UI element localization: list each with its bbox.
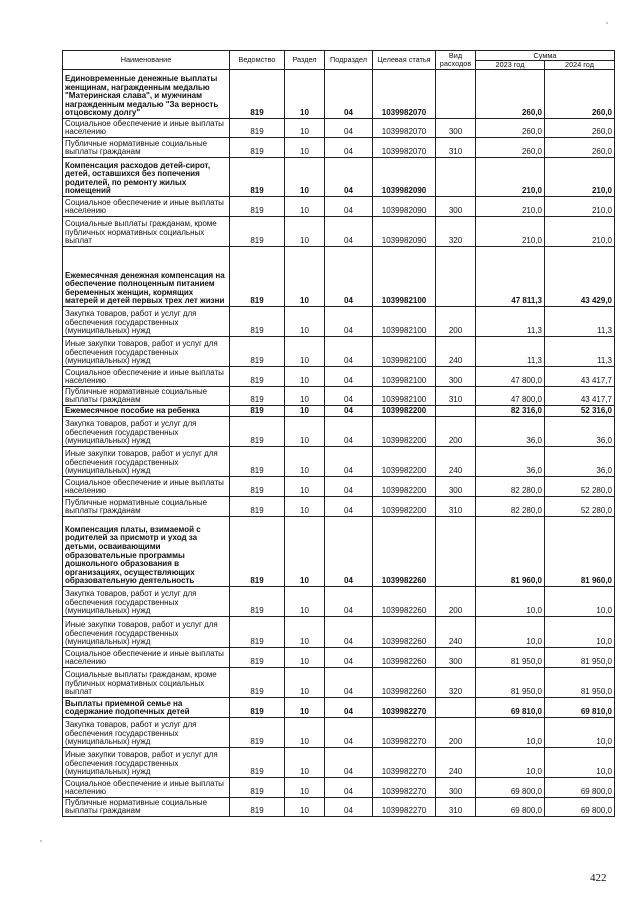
cell-expense: 240 [436, 617, 476, 648]
cell-expense: 300 [436, 119, 476, 138]
cell-expense [436, 70, 476, 119]
budget-table [62, 50, 615, 817]
cell-dept: 819 [230, 648, 285, 668]
table-row [63, 217, 615, 247]
cell-subsection: 04 [325, 477, 373, 497]
cell-section: 10 [285, 497, 325, 517]
cell-subsection: 04 [325, 119, 373, 138]
table-row [63, 119, 615, 138]
table-row [63, 367, 615, 387]
header-expense: Вид расходов [436, 51, 476, 70]
cell-expense: 300 [436, 197, 476, 217]
header-target: Целевая статья [373, 51, 436, 70]
cell-section: 10 [285, 477, 325, 497]
cell-target: 1039982100 [373, 367, 436, 387]
cell-expense: 310 [436, 798, 476, 817]
cell-subsection: 04 [325, 138, 373, 158]
cell-amount-2023: 210,0 [476, 197, 545, 217]
table-row [63, 778, 615, 798]
cell-expense: 240 [436, 748, 476, 778]
cell-target: 1039982270 [373, 748, 436, 778]
cell-section: 10 [285, 668, 325, 698]
cell-amount-2024: 43 429,0 [545, 247, 615, 307]
cell-dept: 819 [230, 417, 285, 447]
cell-name: Публичные нормативные социальные выплаты гражданам [63, 798, 230, 817]
cell-expense [436, 158, 476, 197]
cell-dept: 819 [230, 406, 285, 417]
cell-expense: 300 [436, 648, 476, 668]
table-row [63, 387, 615, 406]
cell-subsection: 04 [325, 517, 373, 587]
cell-amount-2023: 47 811,3 [476, 247, 545, 307]
cell-section: 10 [285, 447, 325, 477]
table-row-total [63, 406, 615, 417]
table-row [63, 197, 615, 217]
cell-target: 1039982090 [373, 217, 436, 247]
cell-section: 10 [285, 217, 325, 247]
cell-amount-2023: 10,0 [476, 617, 545, 648]
table-row-total [63, 158, 615, 197]
cell-amount-2024: 260,0 [545, 70, 615, 119]
cell-subsection: 04 [325, 158, 373, 197]
cell-name: Единовременные денежные выплаты женщинам, награжденным медалью "Материнская слава", и мужчинам награжденным медалью "За верность отцовскому долгу" [63, 70, 230, 119]
cell-dept: 819 [230, 387, 285, 406]
table-row [63, 447, 615, 477]
header-dept: Ведомство [230, 51, 285, 70]
cell-amount-2023: 11,3 [476, 307, 545, 337]
cell-name: Ежемесячное пособие на ребенка [63, 406, 230, 417]
table-row [63, 668, 615, 698]
cell-expense: 310 [436, 497, 476, 517]
table-row [63, 307, 615, 337]
cell-subsection: 04 [325, 70, 373, 119]
cell-amount-2023: 81 960,0 [476, 517, 545, 587]
cell-name: Закупка товаров, работ и услуг для обеспечения государственных (муниципальных) нужд [63, 307, 230, 337]
cell-target: 1039982070 [373, 119, 436, 138]
cell-amount-2023: 11,3 [476, 337, 545, 367]
cell-amount-2023: 47 800,0 [476, 387, 545, 406]
cell-expense [436, 517, 476, 587]
cell-amount-2024: 260,0 [545, 119, 615, 138]
page-number: 422 [590, 872, 607, 884]
table-body [63, 70, 615, 817]
cell-amount-2023: 260,0 [476, 138, 545, 158]
cell-dept: 819 [230, 138, 285, 158]
cell-expense [436, 247, 476, 307]
cell-name: Иные закупки товаров, работ и услуг для обеспечения государственных (муниципальных) нужд [63, 617, 230, 648]
cell-expense: 310 [436, 387, 476, 406]
cell-dept: 819 [230, 158, 285, 197]
table-row [63, 497, 615, 517]
cell-subsection: 04 [325, 748, 373, 778]
cell-name: Иные закупки товаров, работ и услуг для обеспечения государственных (муниципальных) нужд [63, 337, 230, 367]
cell-amount-2024: 52 316,0 [545, 406, 615, 417]
cell-amount-2023: 82 280,0 [476, 497, 545, 517]
cell-name: Публичные нормативные социальные выплаты гражданам [63, 387, 230, 406]
cell-subsection: 04 [325, 337, 373, 367]
cell-subsection: 04 [325, 197, 373, 217]
cell-target: 1039982270 [373, 718, 436, 748]
cell-subsection: 04 [325, 406, 373, 417]
cell-expense: 300 [436, 778, 476, 798]
cell-amount-2024: 10,0 [545, 748, 615, 778]
table-row [63, 748, 615, 778]
cell-section: 10 [285, 517, 325, 587]
cell-target: 1039982200 [373, 406, 436, 417]
cell-section: 10 [285, 778, 325, 798]
cell-dept: 819 [230, 477, 285, 497]
table-row [63, 718, 615, 748]
cell-subsection: 04 [325, 698, 373, 718]
cell-target: 1039982100 [373, 337, 436, 367]
table-row [63, 337, 615, 367]
cell-dept: 819 [230, 497, 285, 517]
cell-subsection: 04 [325, 447, 373, 477]
cell-subsection: 04 [325, 778, 373, 798]
cell-target: 1039982260 [373, 617, 436, 648]
cell-amount-2023: 36,0 [476, 447, 545, 477]
cell-amount-2024: 260,0 [545, 138, 615, 158]
cell-section: 10 [285, 587, 325, 617]
cell-name: Ежемесячная денежная компенсация на обеспечение полноценным питанием беременных женщин, кормящих матерей и детей первых трех лет жизни [63, 247, 230, 307]
header-sum: Сумма [476, 51, 615, 61]
cell-name: Публичные нормативные социальные выплаты гражданам [63, 497, 230, 517]
cell-dept: 819 [230, 337, 285, 367]
cell-target: 1039982260 [373, 668, 436, 698]
cell-dept: 819 [230, 668, 285, 698]
cell-section: 10 [285, 337, 325, 367]
cell-section: 10 [285, 617, 325, 648]
cell-dept: 819 [230, 587, 285, 617]
cell-amount-2024: 11,3 [545, 307, 615, 337]
cell-amount-2023: 81 950,0 [476, 668, 545, 698]
cell-subsection: 04 [325, 648, 373, 668]
table-row [63, 617, 615, 648]
cell-name: Социальное обеспечение и иные выплаты населению [63, 477, 230, 497]
cell-name: Социальное обеспечение и иные выплаты населению [63, 197, 230, 217]
cell-target: 1039982270 [373, 698, 436, 718]
cell-amount-2024: 10,0 [545, 718, 615, 748]
cell-subsection: 04 [325, 217, 373, 247]
cell-dept: 819 [230, 517, 285, 587]
cell-amount-2024: 81 950,0 [545, 668, 615, 698]
cell-target: 1039982070 [373, 70, 436, 119]
cell-amount-2024: 43 417,7 [545, 367, 615, 387]
cell-subsection: 04 [325, 718, 373, 748]
cell-expense: 200 [436, 307, 476, 337]
cell-subsection: 04 [325, 307, 373, 337]
header-name: Наименование [63, 51, 230, 70]
cell-section: 10 [285, 247, 325, 307]
cell-expense: 240 [436, 337, 476, 367]
table-row [63, 477, 615, 497]
cell-target: 1039982100 [373, 247, 436, 307]
cell-section: 10 [285, 307, 325, 337]
cell-amount-2024: 52 280,0 [545, 477, 615, 497]
table-row-total [63, 517, 615, 587]
table-row [63, 587, 615, 617]
cell-section: 10 [285, 798, 325, 817]
cell-target: 1039982270 [373, 798, 436, 817]
cell-name: Социальное обеспечение и иные выплаты населению [63, 367, 230, 387]
cell-dept: 819 [230, 119, 285, 138]
cell-target: 1039982200 [373, 447, 436, 477]
header-year-2024: 2024 год [545, 61, 615, 70]
cell-dept: 819 [230, 718, 285, 748]
cell-target: 1039982200 [373, 497, 436, 517]
cell-amount-2024: 210,0 [545, 197, 615, 217]
cell-section: 10 [285, 406, 325, 417]
cell-amount-2023: 69 810,0 [476, 698, 545, 718]
cell-name: Иные закупки товаров, работ и услуг для обеспечения государственных (муниципальных) нужд [63, 748, 230, 778]
cell-section: 10 [285, 158, 325, 197]
table-row [63, 138, 615, 158]
cell-expense: 300 [436, 477, 476, 497]
cell-amount-2023: 81 950,0 [476, 648, 545, 668]
cell-amount-2023: 10,0 [476, 748, 545, 778]
cell-amount-2024: 11,3 [545, 337, 615, 367]
cell-amount-2024: 10,0 [545, 587, 615, 617]
cell-dept: 819 [230, 247, 285, 307]
cell-target: 1039982270 [373, 778, 436, 798]
table-row [63, 648, 615, 668]
cell-expense: 200 [436, 718, 476, 748]
cell-amount-2023: 10,0 [476, 587, 545, 617]
cell-subsection: 04 [325, 798, 373, 817]
cell-name: Закупка товаров, работ и услуг для обеспечения государственных (муниципальных) нужд [63, 718, 230, 748]
cell-name: Социальные выплаты гражданам, кроме публичных нормативных социальных выплат [63, 217, 230, 247]
cell-name: Социальное обеспечение и иные выплаты населению [63, 778, 230, 798]
cell-target: 1039982100 [373, 307, 436, 337]
cell-subsection: 04 [325, 417, 373, 447]
cell-dept: 819 [230, 748, 285, 778]
cell-amount-2024: 69 810,0 [545, 698, 615, 718]
cell-dept: 819 [230, 367, 285, 387]
cell-subsection: 04 [325, 668, 373, 698]
cell-dept: 819 [230, 197, 285, 217]
cell-target: 1039982090 [373, 158, 436, 197]
cell-target: 1039982200 [373, 417, 436, 447]
cell-target: 1039982260 [373, 517, 436, 587]
cell-expense: 200 [436, 417, 476, 447]
cell-amount-2023: 210,0 [476, 158, 545, 197]
cell-amount-2024: 210,0 [545, 217, 615, 247]
cell-amount-2023: 69 800,0 [476, 778, 545, 798]
cell-section: 10 [285, 387, 325, 406]
cell-name: Закупка товаров, работ и услуг для обеспечения государственных (муниципальных) нужд [63, 417, 230, 447]
cell-subsection: 04 [325, 367, 373, 387]
cell-subsection: 04 [325, 387, 373, 406]
cell-dept: 819 [230, 70, 285, 119]
cell-section: 10 [285, 417, 325, 447]
cell-dept: 819 [230, 217, 285, 247]
cell-amount-2024: 69 800,0 [545, 798, 615, 817]
cell-subsection: 04 [325, 497, 373, 517]
cell-expense: 240 [436, 447, 476, 477]
cell-name: Социальное обеспечение и иные выплаты населению [63, 119, 230, 138]
cell-expense [436, 698, 476, 718]
cell-subsection: 04 [325, 587, 373, 617]
cell-amount-2024: 52 280,0 [545, 497, 615, 517]
cell-target: 1039982260 [373, 648, 436, 668]
cell-section: 10 [285, 70, 325, 119]
cell-dept: 819 [230, 447, 285, 477]
cell-section: 10 [285, 119, 325, 138]
cell-amount-2024: 43 417,7 [545, 387, 615, 406]
cell-section: 10 [285, 698, 325, 718]
cell-name: Закупка товаров, работ и услуг для обеспечения государственных (муниципальных) нужд [63, 587, 230, 617]
cell-target: 1039982260 [373, 587, 436, 617]
cell-amount-2024: 81 960,0 [545, 517, 615, 587]
cell-dept: 819 [230, 617, 285, 648]
cell-expense: 320 [436, 217, 476, 247]
table-row-total [63, 247, 615, 307]
cell-dept: 819 [230, 798, 285, 817]
cell-amount-2023: 210,0 [476, 217, 545, 247]
cell-subsection: 04 [325, 617, 373, 648]
cell-amount-2023: 10,0 [476, 718, 545, 748]
cell-name: Социальное обеспечение и иные выплаты населению [63, 648, 230, 668]
cell-subsection: 04 [325, 247, 373, 307]
cell-dept: 819 [230, 778, 285, 798]
cell-amount-2024: 81 950,0 [545, 648, 615, 668]
cell-name: Социальные выплаты гражданам, кроме публичных нормативных социальных выплат [63, 668, 230, 698]
cell-section: 10 [285, 648, 325, 668]
cell-amount-2023: 82 280,0 [476, 477, 545, 497]
cell-amount-2024: 10,0 [545, 617, 615, 648]
cell-section: 10 [285, 138, 325, 158]
cell-amount-2024: 69 800,0 [545, 778, 615, 798]
cell-amount-2024: 36,0 [545, 447, 615, 477]
cell-name: Компенсация расходов детей-сирот, детей, оставшихся без попечения родителей, по ремонту жилых помещений [63, 158, 230, 197]
header-section: Раздел [285, 51, 325, 70]
cell-target: 1039982100 [373, 387, 436, 406]
table-row-total [63, 70, 615, 119]
cell-amount-2023: 260,0 [476, 70, 545, 119]
scan-speck [40, 840, 42, 842]
table-row-total [63, 698, 615, 718]
cell-dept: 819 [230, 698, 285, 718]
table-row [63, 798, 615, 817]
cell-dept: 819 [230, 307, 285, 337]
header-year-2023: 2023 год [476, 61, 545, 70]
cell-amount-2023: 69 800,0 [476, 798, 545, 817]
cell-name: Компенсация платы, взимаемой с родителей за присмотр и уход за детьми, осваивающими образовательные программы дошкольного образования в организациях, осуществляющих образовательную деятельность [63, 517, 230, 587]
cell-expense [436, 406, 476, 417]
cell-amount-2023: 47 800,0 [476, 367, 545, 387]
cell-expense: 320 [436, 668, 476, 698]
table-row [63, 417, 615, 447]
cell-section: 10 [285, 718, 325, 748]
cell-target: 1039982090 [373, 197, 436, 217]
cell-name: Публичные нормативные социальные выплаты гражданам [63, 138, 230, 158]
cell-expense: 200 [436, 587, 476, 617]
cell-expense: 310 [436, 138, 476, 158]
cell-name: Иные закупки товаров, работ и услуг для обеспечения государственных (муниципальных) нужд [63, 447, 230, 477]
cell-target: 1039982070 [373, 138, 436, 158]
cell-name: Выплаты приемной семье на содержание подопечных детей [63, 698, 230, 718]
cell-section: 10 [285, 197, 325, 217]
cell-section: 10 [285, 748, 325, 778]
cell-target: 1039982200 [373, 477, 436, 497]
cell-amount-2023: 36,0 [476, 417, 545, 447]
cell-amount-2024: 36,0 [545, 417, 615, 447]
cell-amount-2024: 210,0 [545, 158, 615, 197]
header-subsection: Подраздел [325, 51, 373, 70]
cell-amount-2023: 260,0 [476, 119, 545, 138]
cell-section: 10 [285, 367, 325, 387]
cell-amount-2023: 82 316,0 [476, 406, 545, 417]
cell-expense: 300 [436, 367, 476, 387]
scan-speck [606, 22, 608, 24]
